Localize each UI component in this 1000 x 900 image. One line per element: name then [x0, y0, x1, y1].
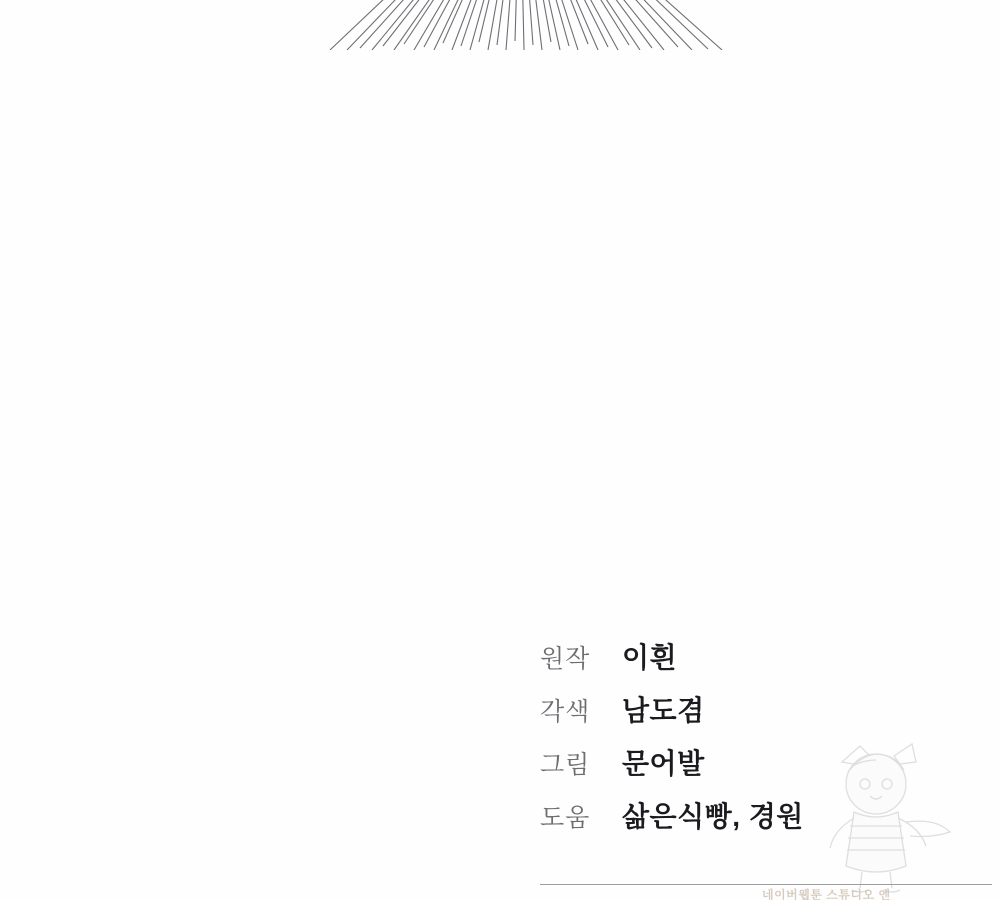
credits-list: [540, 636, 960, 848]
credit-value: 남도겸: [622, 695, 705, 726]
credit-value: 문어발: [622, 748, 705, 779]
studio-wordmark: 네이버웹툰 스튜디오 엔: [762, 888, 891, 900]
credit-row: [540, 636, 960, 674]
credit-label: 각색: [540, 698, 591, 726]
credit-row: [540, 742, 960, 780]
credit-row: [540, 795, 960, 833]
credit-label: 원작: [540, 645, 591, 673]
credit-value: 삶은식빵, 경원: [622, 801, 804, 832]
credit-value: 이흰: [622, 642, 678, 673]
credit-row: [540, 689, 960, 727]
bottom-divider: [540, 884, 992, 885]
credit-label: 도움: [540, 804, 591, 832]
credit-label: 그림: [540, 751, 591, 779]
radiating-speed-lines: [0, 0, 1000, 50]
